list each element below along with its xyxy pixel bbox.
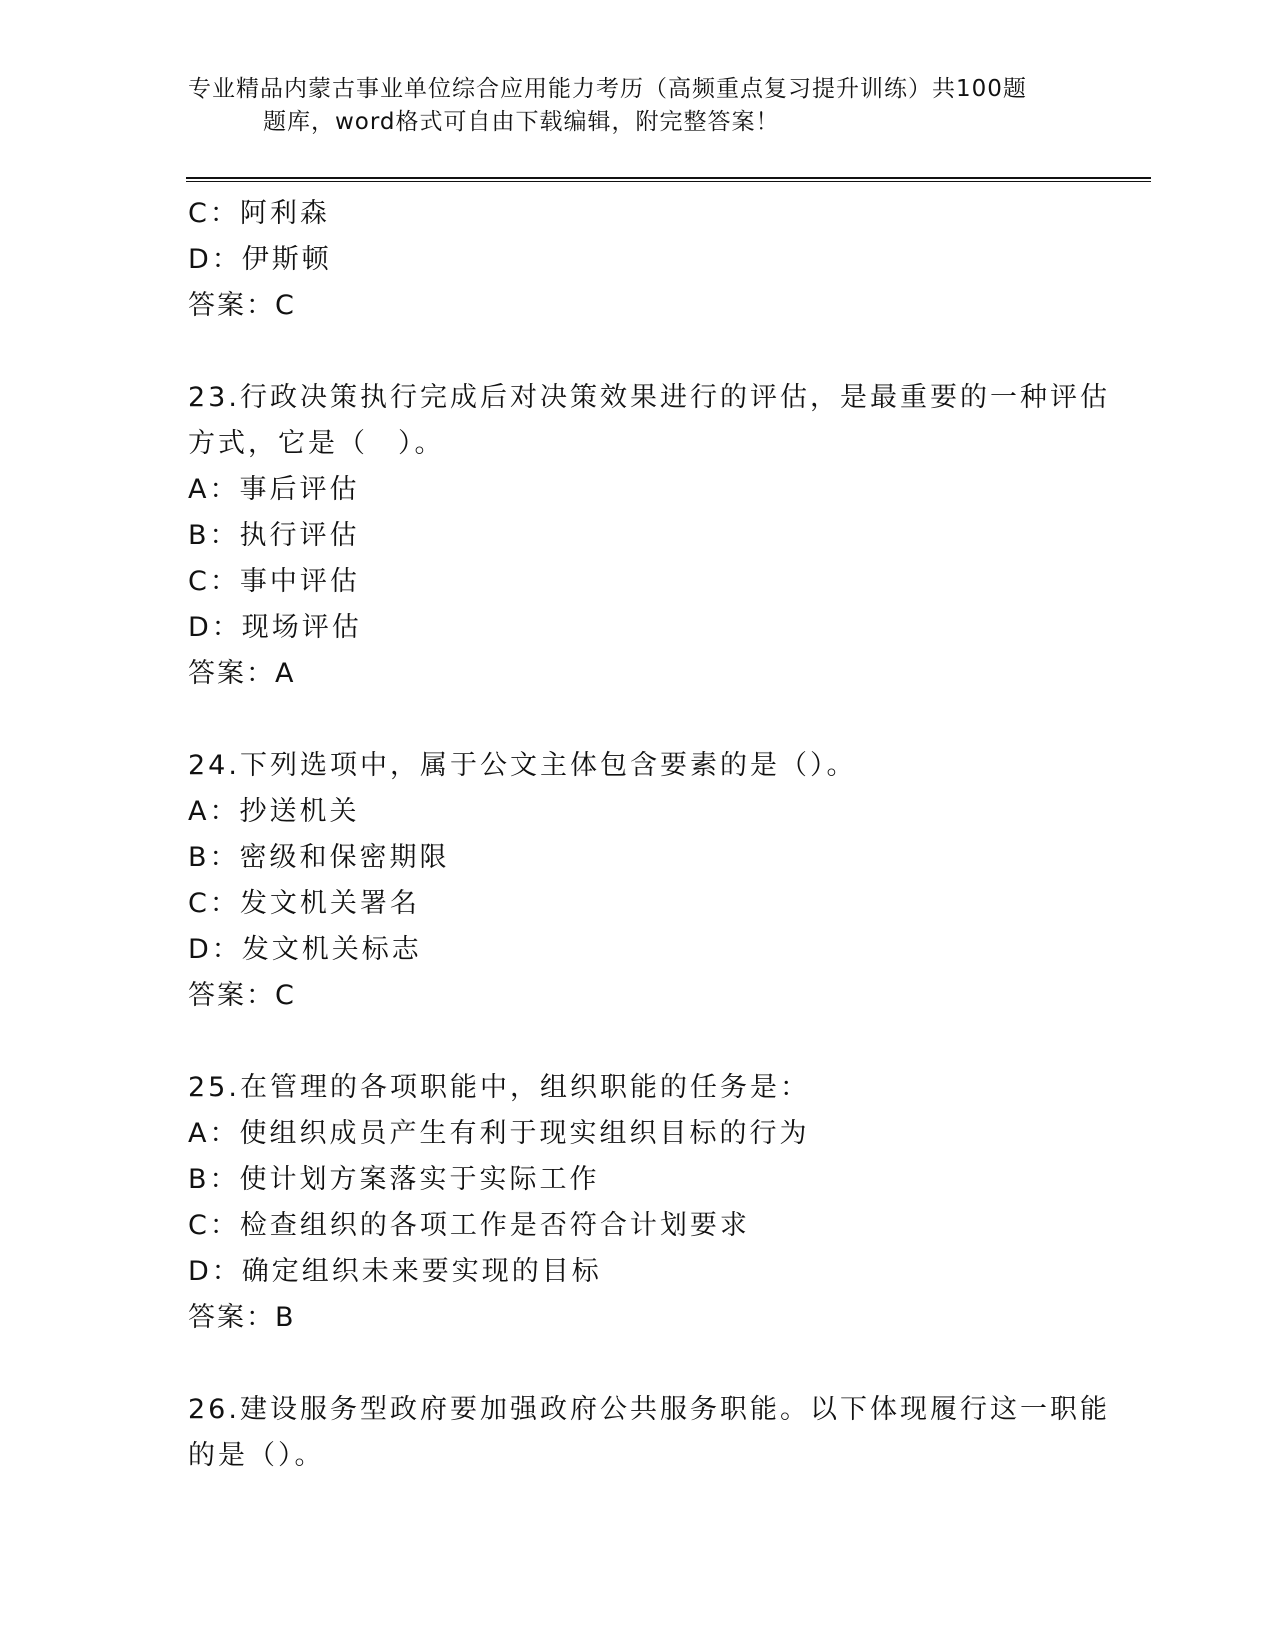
option-b: B：使计划方案落实于实际工作 [188, 1164, 600, 1195]
answer-line: 答案：B [188, 1302, 296, 1333]
question-stem-continued: 方式，它是（ ）。 [188, 428, 445, 459]
option-b: B：密级和保密期限 [188, 842, 450, 873]
question-block-26 [188, 1387, 1110, 1479]
answer-line: 答案：C [188, 290, 296, 321]
question-stem: 23.行政决策执行完成后对决策效果进行的评估，是最重要的一种评估 [188, 382, 1110, 413]
question-stem-continued: 的是（）。 [188, 1440, 325, 1471]
answer-line: 答案：C [188, 980, 296, 1011]
header-divider-thick [186, 177, 1151, 179]
option-a: A：抄送机关 [188, 796, 360, 827]
question-block-22 [188, 191, 1088, 329]
option-a: A：使组织成员产生有利于现实组织目标的行为 [188, 1118, 810, 1149]
document-header [188, 73, 1068, 139]
option-a: A：事后评估 [188, 474, 360, 505]
option-d: D：确定组织未来要实现的目标 [188, 1256, 602, 1287]
question-stem: 25.在管理的各项职能中，组织职能的任务是： [188, 1072, 810, 1103]
question-list [188, 191, 1110, 1479]
header-title-line-2: 题库，word格式可自由下载编辑，附完整答案！ [263, 109, 780, 135]
header-title-line-1: 专业精品内蒙古事业单位综合应用能力考历（高频重点复习提升训练）共100题 [188, 76, 1027, 102]
option-c: C：事中评估 [188, 566, 360, 597]
question-stem: 26.建设服务型政府要加强政府公共服务职能。以下体现履行这一职能 [188, 1394, 1110, 1425]
option-d: D：伊斯顿 [188, 244, 332, 275]
option-c: C：阿利森 [188, 198, 330, 229]
answer-line: 答案：A [188, 658, 296, 689]
header-divider-thin [186, 181, 1151, 182]
option-d: D：现场评估 [188, 612, 362, 643]
option-d: D：发文机关标志 [188, 934, 422, 965]
question-block-24 [188, 743, 1088, 1019]
option-c: C：发文机关署名 [188, 888, 420, 919]
question-block-25 [188, 1065, 1088, 1341]
option-b: B：执行评估 [188, 520, 360, 551]
question-block-23 [188, 375, 1110, 697]
question-stem: 24.下列选项中，属于公文主体包含要素的是（）。 [188, 750, 857, 781]
option-c: C：检查组织的各项工作是否符合计划要求 [188, 1210, 750, 1241]
